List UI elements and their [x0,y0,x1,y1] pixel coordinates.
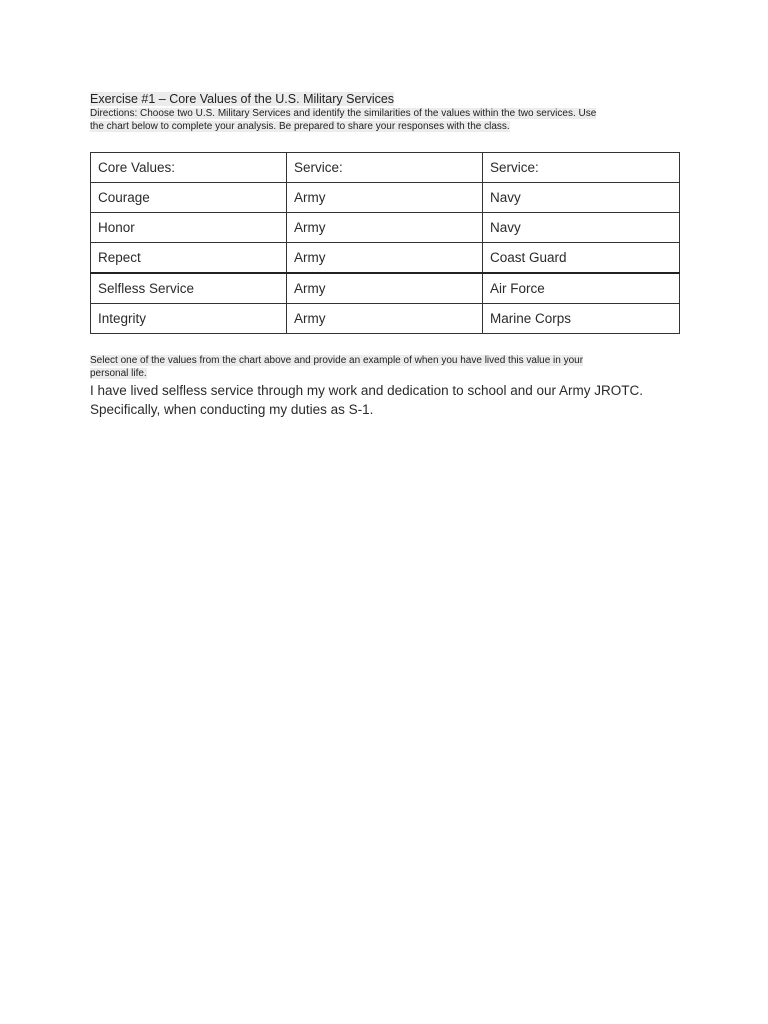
table-header-row [91,153,680,183]
core-values-table [90,152,680,334]
directions-line-2: the chart below to complete your analysis. Be prepared to share your responses with the class. [90,120,510,132]
table-cell-value: Honor [91,213,287,243]
table-cell-service-1: Army [287,213,483,243]
reflection-answer [90,381,690,419]
directions-line-1: Directions: Choose two U.S. Military Services and identify the similarities of the values within the two services. Use [90,108,597,119]
table-cell-value: Integrity [91,304,287,334]
reflection-prompt [90,355,650,380]
header-service-1: Service: [287,153,483,183]
table-cell-value: Repect [91,243,287,274]
header-core-values: Core Values: [91,153,287,183]
table-cell-service-1: Army [287,183,483,213]
table-cell-value: Selfless Service [91,273,287,304]
table-cell-service-1: Army [287,304,483,334]
table-cell-service-1: Army [287,273,483,304]
directions [90,108,650,133]
header-service-2: Service: [483,153,680,183]
table-row [91,243,680,274]
answer-line-1: I have lived selfless service through my work and dedication to school and our Army JROTC. [90,383,643,398]
table-cell-service-2: Navy [483,183,680,213]
table-row [91,273,680,304]
table-row [91,304,680,334]
prompt-line-1: Select one of the values from the chart above and provide an example of when you have lived this value in your [90,355,584,366]
table-cell-value: Courage [91,183,287,213]
table-cell-service-2: Marine Corps [483,304,680,334]
table-cell-service-2: Air Force [483,273,680,304]
table-cell-service-1: Army [287,243,483,274]
exercise-title [90,92,394,107]
table-cell-service-2: Navy [483,213,680,243]
table-row [91,213,680,243]
table-cell-service-2: Coast Guard [483,243,680,274]
prompt-line-2: personal life. [90,367,147,379]
answer-line-2: Specifically, when conducting my duties as S-1. [90,402,374,417]
table-row [91,183,680,213]
exercise-title-text: Exercise #1 – Core Values of the U.S. Military Services [90,92,395,106]
